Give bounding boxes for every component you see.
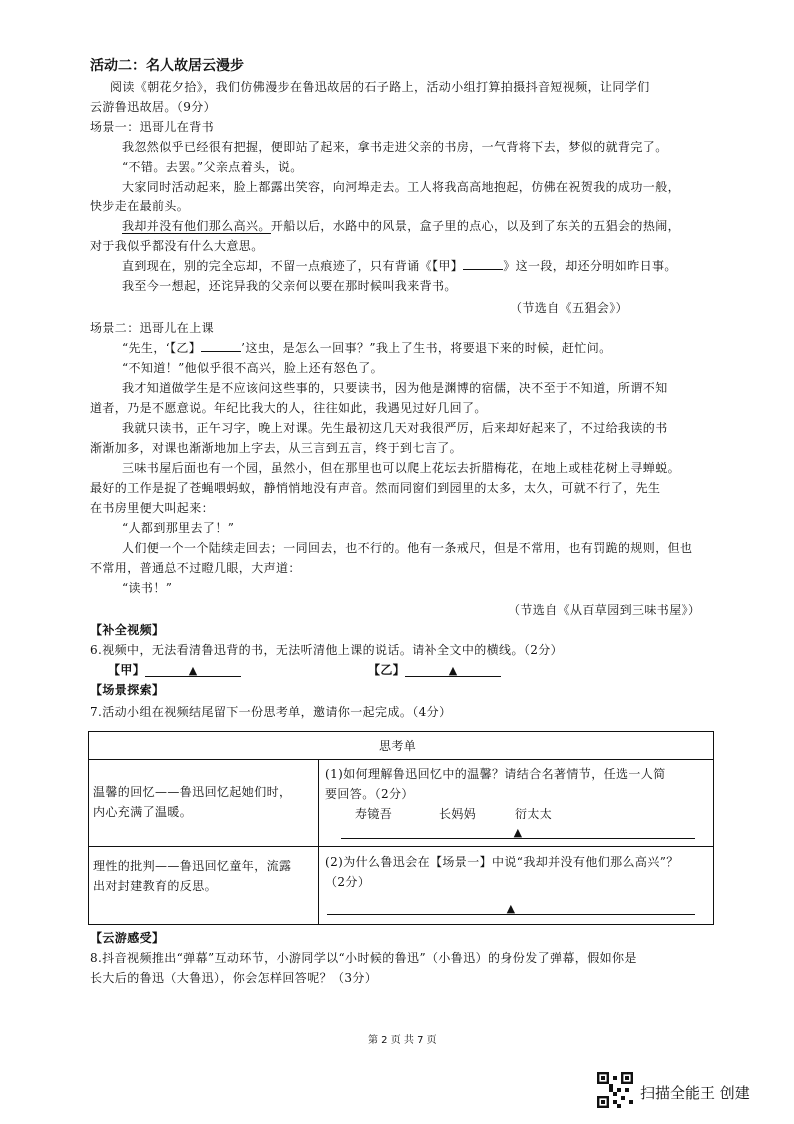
scene2-source: （节选自《从百草园到三味书屋》）: [508, 603, 701, 617]
question-8-line: 8.抖音视频推出“弹幕”互动环节，小游同学以“小时候的鲁迅”（小鲁迅）的身份发了弹幕，假如你是: [90, 951, 637, 965]
option-yan-taitai: 衍太太: [515, 807, 553, 821]
scene1-source: （节选自《五猖会》）: [510, 301, 629, 315]
triangle-icon: ▲: [506, 902, 516, 915]
scene2-line: 人们便一个一个陆续走回去；一同回去，也不行的。他有一条戒尺，但是不常用，也有罚跪的规则，但也: [122, 541, 693, 555]
thinking-sheet-table: [88, 731, 714, 925]
scene1-line: 我忽然似乎已经很有把握，便即站了起来，拿书走进父亲的书房，一气背将下去，梦似的就背完了。: [122, 140, 668, 154]
scene2-line: 我才知道做学生是不应该问这些事的，只要读书，因为他是渊博的宿儒，决不至于不知道，所谓不知: [122, 381, 668, 395]
section-feel: 【云游感受】: [90, 931, 165, 945]
qr-code-icon: [597, 1072, 633, 1108]
row2-left-line: 理性的批判——鲁迅回忆童年，流露: [93, 859, 292, 873]
row1-question-cont: 要回答。（2分）: [325, 787, 414, 801]
row1-question: (1)如何理解鲁迅回忆中的温馨？请结合名著情节，任选一人简: [325, 767, 666, 781]
scene2-line: 最好的工作是捉了苍蝇喂蚂蚁，静悄悄地没有声音。然而同窗们到园里的太多，太久，可就不行了，先生: [90, 481, 661, 495]
scene2-line: “读书！”: [122, 581, 173, 595]
section-video: 【补全视频】: [90, 623, 165, 637]
scene2-line: “人都到那里去了！”: [122, 521, 235, 535]
answer-yi: 【乙】 ▲: [368, 664, 501, 677]
scene1-line: 对于我似乎都没有什么大意思。: [90, 239, 264, 253]
option-shou-jingwu: 寿镜吾: [355, 807, 393, 821]
answer-jia: 【甲】 ▲: [108, 664, 241, 677]
scene1-line: 大家同时活动起来，脸上都露出笑容，向河埠走去。工人将我高高地抱起，仿佛在祝贺我的成功一般，: [122, 180, 681, 194]
blank-jia: [463, 269, 503, 270]
scene2-line: 道者，乃是不愿意说。年纪比我大的人，往往如此，我遇见过好几回了。: [90, 401, 487, 415]
row2-question: (2)为什么鲁迅会在【场景一】中说“我却并没有他们那么高兴”？: [325, 855, 679, 869]
watermark-text: 扫描全能王 创建: [640, 1084, 750, 1102]
triangle-icon: ▲: [188, 664, 198, 677]
row2-answer-line[interactable]: [327, 902, 695, 915]
activity-title: 活动二：名人故居云漫步: [90, 58, 244, 74]
question-7: 7.活动小组在视频结尾留下一份思考单，邀请你一起完成。（4分）: [90, 705, 452, 719]
scene2-line: 我就只读书，正午习字，晚上对课。先生最初这几天对我很严厉，后来却好起来了，不过给我读的书: [122, 421, 668, 435]
scene1-line: 我至今一想起，还诧异我的父亲何以要在那时候叫我来背书。: [122, 279, 457, 293]
question-8-line: 长大后的鲁迅（大鲁迅），你会怎样回答呢？（3分）: [90, 971, 378, 985]
scene1-underlined-line: [122, 220, 680, 232]
option-chang-mama: 长妈妈: [439, 807, 477, 821]
scene1-underlined-sentence: 我却并没有他们那么高兴。: [122, 219, 271, 233]
scene2-line: “不知道！”他似乎很不高兴，脸上还有怒色了。: [122, 361, 384, 375]
scene2-line: 在书房里便大叫起来：: [90, 501, 215, 515]
scene2-line: 三味书屋后面也有一个园，虽然小，但在那里也可以爬上花坛去折腊梅花，在地上或桂花树上寻蝉蜕。: [122, 461, 681, 475]
scene2-title: 场景二：迅哥儿在上课: [90, 321, 215, 335]
answer-jia-blank[interactable]: [145, 664, 241, 677]
scene1-blank-line: 直到现在，别的完全忘却，不留一点痕迹了，只有背诵《【甲】 》这一段，却还分明如昨日事。: [122, 259, 677, 273]
triangle-icon: ▲: [448, 664, 458, 677]
scene1-line: 快步走在最前头。: [90, 199, 190, 213]
answer-yi-blank[interactable]: [405, 664, 501, 677]
scene2-line: 渐渐加多，对课也渐渐地加上字去，从三言到五言，终于到七言了。: [90, 441, 463, 455]
row2-question-cont: （2分）: [325, 875, 371, 889]
scene2-line: 不常用，普通总不过瞪几眼，大声道：: [90, 561, 301, 575]
intro-line-1: 阅读《朝花夕拾》，我们仿佛漫步在鲁迅故居的石子路上，活动小组打算拍摄抖音短视频，让同学们: [110, 80, 650, 94]
row1-left-line: 温馨的回忆——鲁迅回忆起她们时，: [93, 785, 292, 799]
scene2-blank-line: “先生，‘【乙】 ’这虫，是怎么一回事？”我上了生书，将要退下来的时候，赶忙问。: [122, 341, 612, 355]
scene1-line: “不错。去罢。”父亲点着头，说。: [122, 160, 303, 174]
page-number: 第 2 页 共 7 页: [368, 1035, 437, 1046]
blank-yi: [201, 351, 241, 352]
question-6: 6.视频中，无法看清鲁迅背的书，无法听清他上课的说话。请补全文中的横线。（2分）: [90, 643, 564, 657]
row2-left-line: 出对封建教育的反思。: [93, 879, 218, 893]
table-header: 思考单: [379, 739, 417, 753]
row1-left-line: 内心充满了温暖。: [93, 805, 193, 819]
triangle-icon: ▲: [513, 826, 523, 839]
scene1-title: 场景一：迅哥儿在背书: [90, 120, 215, 134]
section-scene: 【场景探索】: [90, 683, 165, 697]
scene1-line-rest: 开船以后，水路中的风景，盒子里的点心，以及到了东关的五猖会的热闹，: [270, 219, 681, 233]
intro-line-2: 云游鲁迅故居。（9分）: [90, 100, 217, 114]
row1-answer-line[interactable]: [341, 826, 695, 839]
